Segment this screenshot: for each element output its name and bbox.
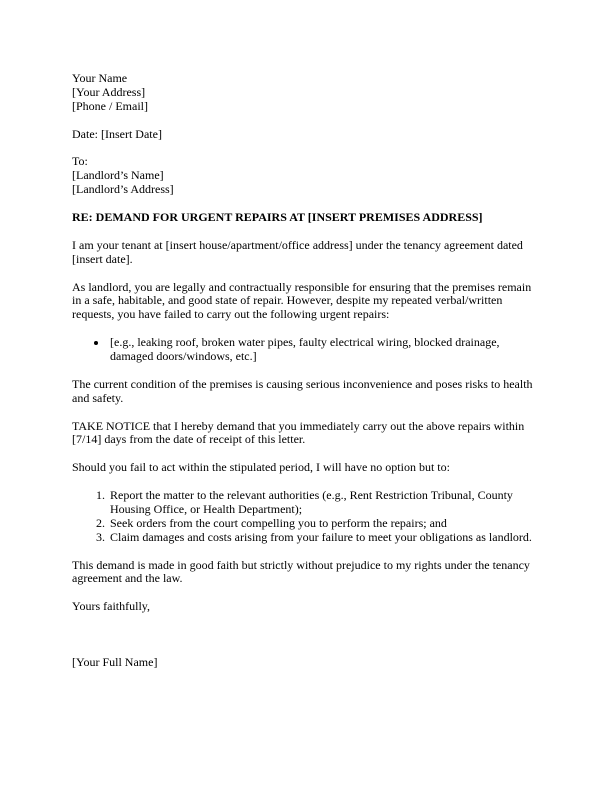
recipient-block xyxy=(72,155,540,197)
paragraph-intro-text: I am your tenant at [insert house/apartment/office address] under the tenancy agreement dated [insert date]. xyxy=(72,237,523,266)
date-line: Date: [Insert Date] xyxy=(72,126,162,141)
consequences-numbered-list xyxy=(72,489,540,545)
date-block xyxy=(72,128,540,142)
consequence-item-2: 2. Seek orders from the court compelling you to perform the repairs; and xyxy=(108,517,540,531)
recipient-address: [Landlord’s Address] xyxy=(72,182,174,197)
recipient-label: To: xyxy=(72,154,88,169)
paragraph-fail-to-act-text: Should you fail to act within the stipulated period, I will have no option but to: xyxy=(72,460,450,475)
closing-block xyxy=(72,600,540,614)
paragraph-notice xyxy=(72,420,540,448)
subject-line: RE: DEMAND FOR URGENT REPAIRS AT [INSERT PREMISES ADDRESS] xyxy=(72,210,483,225)
recipient-name: [Landlord’s Name] xyxy=(72,168,164,183)
sender-block xyxy=(72,72,540,114)
sender-address: [Your Address] xyxy=(72,84,146,99)
closing-line: Yours faithfully, xyxy=(72,599,151,614)
paragraph-fail-to-act xyxy=(72,461,540,475)
paragraph-responsibility-text: As landlord, you are legally and contractually responsible for ensuring that the premises remain in a safe, habitable, and good state of repair. However, despite my repeated verbal/written requests, you have failed to carry out the following urgent repairs: xyxy=(72,279,532,322)
paragraph-responsibility xyxy=(72,281,540,323)
sender-name: Your Name xyxy=(72,71,128,85)
consequence-item-1: 1. Report the matter to the relevant authorities (e.g., Rent Restriction Tribunal, County Housing Office, or Health Department); xyxy=(108,489,540,517)
paragraph-intro xyxy=(72,239,540,267)
subject-block xyxy=(72,211,540,225)
repairs-bullet-list xyxy=(72,336,540,364)
paragraph-good-faith xyxy=(72,559,540,587)
paragraph-good-faith-text: This demand is made in good faith but strictly without prejudice to my rights under the tenancy agreement and the law. xyxy=(72,557,530,586)
signature-block xyxy=(72,656,540,670)
paragraph-condition xyxy=(72,378,540,406)
repairs-bullet-item: • [e.g., leaking roof, broken water pipes, faulty electrical wiring, blocked drainage, damaged doors/windows, etc.] xyxy=(108,336,540,364)
signature-name-line: [Your Full Name] xyxy=(72,654,158,669)
paragraph-condition-text: The current condition of the premises is causing serious inconvenience and poses risks to health and safety. xyxy=(72,376,533,405)
paragraph-notice-text: TAKE NOTICE that I hereby demand that you immediately carry out the above repairs within [7/14] days from the date of receipt of this letter. xyxy=(72,418,525,447)
sender-contact: [Phone / Email] xyxy=(72,98,148,113)
consequence-item-3: 3. Claim damages and costs arising from your failure to meet your obligations as landlord. xyxy=(108,531,540,545)
